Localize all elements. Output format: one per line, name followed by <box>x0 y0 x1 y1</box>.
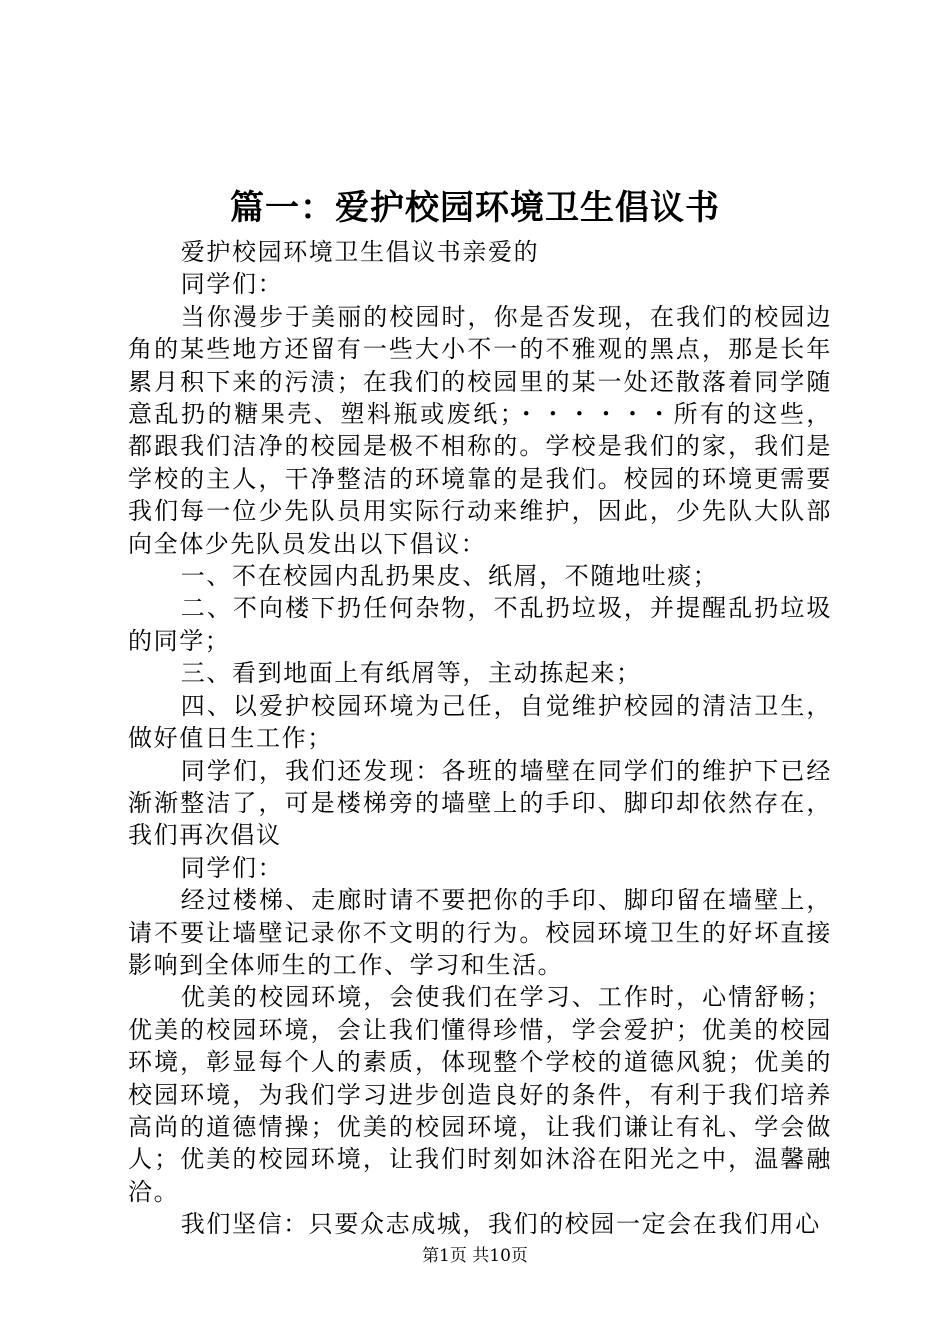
page-footer: 第1页 共10页 <box>422 1246 528 1266</box>
paragraph: 爱护校园环境卫生倡议书亲爱的 <box>180 238 540 266</box>
paragraph: 三、看到地面上有纸屑等，主动拣起来； <box>180 659 642 688</box>
paragraph: 同学们，我们还发现：各班的墙壁在同学们的维护下已经渐渐整洁了，可是楼梯旁的墙壁上的手印、脚印却依然存在，我们再次倡议 <box>128 756 832 850</box>
document-body <box>128 236 832 1241</box>
paragraph: 四、以爱护校园环境为己任，自觉维护校园的清洁卫生，做好值日生工作； <box>128 691 832 753</box>
paragraph: 优美的校园环境，会使我们在学习、工作时，心情舒畅；优美的校园环境，会让我们懂得珍惜，学会爱护；优美的校园环境，彰显每个人的素质，体现整个学校的道德风貌；优美的校园环境，为我们学习进步创造良好的条件，有利于我们培养高尚的道德情操；优美的校园环境，让我们谦让有礼、学会做人；优美的校园环境，让我们时刻如沐浴在阳光之中，温馨融洽。 <box>128 983 832 1206</box>
paragraph: 我们坚信：只要众志成城，我们的校园一定会在我们用心 <box>180 1210 821 1239</box>
paragraph: 经过楼梯、走廊时请不要把你的手印、脚印留在墙壁上，请不要让墙壁记录你不文明的行为。校园环境卫生的好坏直接影响到全体师生的工作、学习和生活。 <box>128 886 832 979</box>
paragraph: 二、不向楼下扔任何杂物，不乱扔垃圾，并提醒乱扔垃圾的同学； <box>128 594 832 655</box>
document-title: 篇一：爱护校园环境卫生倡议书 <box>230 188 720 228</box>
paragraph: 当你漫步于美丽的校园时，你是否发现，在我们的校园边角的某些地方还留有一些大小不一的不雅观的黑点，那是长年累月积下来的污渍；在我们的校园里的某一处还散落着同学随意乱扔的糖果壳、塑料瓶或废纸；・・・・・・所有的这些，都跟我们洁净的校园是极不相称的。学校是我们的家，我们是学校的主人，干净整洁的环境靠的是我们。校园的环境更需要我们每一位少先队员用实际行动来维护，因此，少先队大队部向全体少先队员发出以下倡议： <box>128 302 832 558</box>
paragraph: 同学们： <box>180 270 284 299</box>
paragraph: 一、不在校园内乱扔果皮、纸屑，不随地吐痰； <box>180 562 719 591</box>
paragraph: 同学们： <box>180 853 284 882</box>
